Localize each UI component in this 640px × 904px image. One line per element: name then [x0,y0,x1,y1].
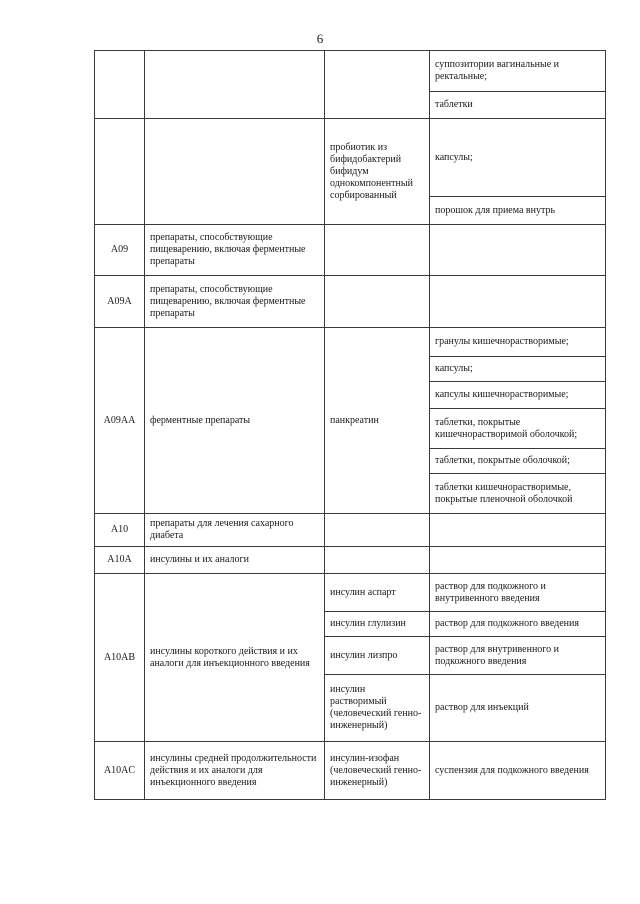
form-cell: таблетки, покрытые кишечнорастворимой оболочкой; [430,409,606,449]
group-cell: инсулины короткого действия и их аналоги для инъекционного введения [145,574,325,742]
drug-cell: пробиотик из бифидобактерий бифидум однокомпонентный сорбированный [325,119,430,225]
table-row [95,742,606,800]
group-cell [145,119,325,225]
form-cell: таблетки [430,92,606,119]
form-cell: раствор для подкожного введения [430,612,606,637]
form-cell: капсулы; [430,119,606,197]
form-cell: раствор для подкожного и внутривенного введения [430,574,606,612]
form-cell: капсулы; [430,357,606,382]
form-cell: таблетки кишечнорастворимые, покрытые пленочной оболочкой [430,474,606,514]
drug-cell [325,225,430,276]
table-row [95,51,606,92]
code-cell [95,51,145,119]
drug-cell [325,51,430,119]
form-cell: гранулы кишечнорастворимые; [430,328,606,357]
group-cell: препараты, способствующие пищеварению, включая ферментные препараты [145,225,325,276]
table-row [95,574,606,612]
table-row [95,119,606,197]
group-cell: препараты для лечения сахарного диабета [145,514,325,547]
table-row [95,328,606,357]
group-cell [145,51,325,119]
group-cell: препараты, способствующие пищеварению, включая ферментные препараты [145,276,325,328]
page-number: 6 [316,31,324,46]
group-cell: инсулины и их аналоги [145,547,325,574]
code-cell: A10AB [95,574,145,742]
code-cell: A09A [95,276,145,328]
form-cell: раствор для инъекций [430,675,606,742]
drug-cell [325,276,430,328]
form-cell: порошок для приема внутрь [430,197,606,225]
code-cell: A10 [95,514,145,547]
drug-cell: инсулин глулизин [325,612,430,637]
code-cell: A10AC [95,742,145,800]
drug-cell [325,514,430,547]
drug-cell: панкреатин [325,328,430,514]
form-cell: суппозитории вагинальные и ректальные; [430,51,606,92]
code-cell [95,119,145,225]
form-cell: капсулы кишечнорастворимые; [430,382,606,409]
form-cell [430,276,606,328]
form-cell: таблетки, покрытые оболочкой; [430,449,606,474]
code-cell: A10A [95,547,145,574]
drug-cell: инсулин аспарт [325,574,430,612]
form-cell: раствор для внутривенного и подкожного введения [430,637,606,675]
code-cell: A09 [95,225,145,276]
drug-cell: инсулин-изофан (человеческий генно-инженерный) [325,742,430,800]
table-row [95,547,606,574]
code-cell: A09AA [95,328,145,514]
table-row [95,514,606,547]
form-cell [430,514,606,547]
table-row [95,225,606,276]
group-cell: инсулины средней продолжительности действия и их аналоги для инъекционного введения [145,742,325,800]
group-cell: ферментные препараты [145,328,325,514]
form-cell [430,547,606,574]
table-row [95,276,606,328]
drug-cell: инсулин лизпро [325,637,430,675]
drug-cell: инсулин растворимый (человеческий генно-инженерный) [325,675,430,742]
drug-table [94,50,606,800]
drug-cell [325,547,430,574]
form-cell [430,225,606,276]
form-cell: суспензия для подкожного введения [430,742,606,800]
